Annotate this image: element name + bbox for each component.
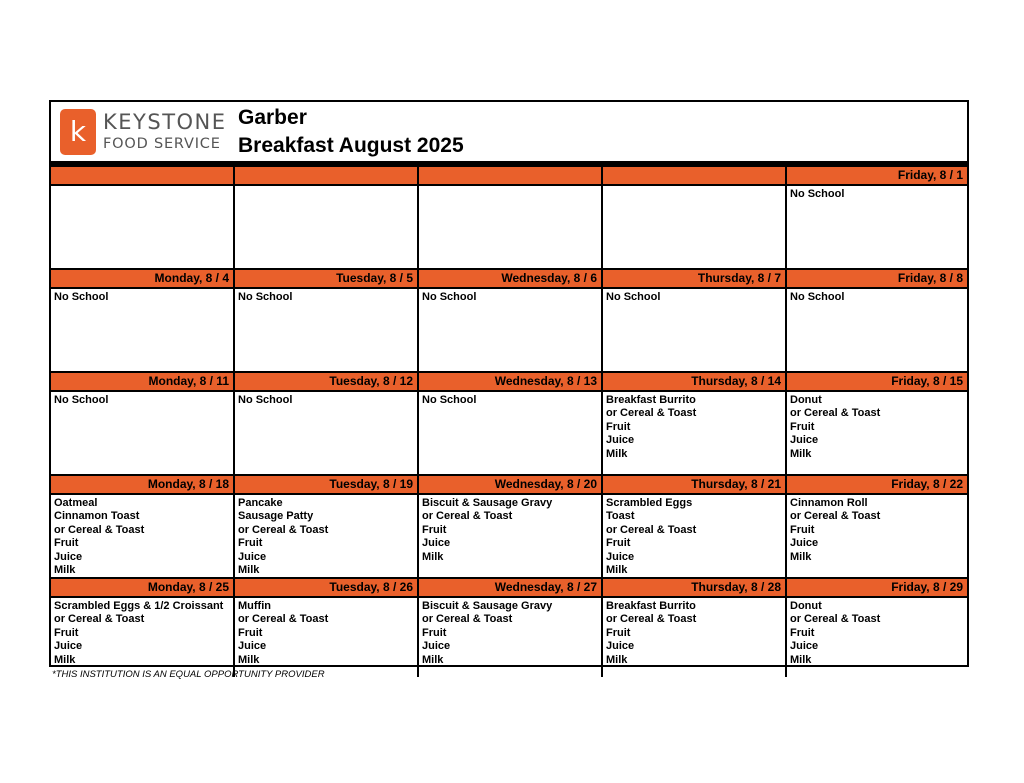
menu-item: Milk xyxy=(606,653,628,666)
week-row xyxy=(51,373,967,476)
day-header: Thursday, 8 / 28 xyxy=(603,579,785,598)
day-header: Wednesday, 8 / 6 xyxy=(419,270,601,289)
menu-items xyxy=(419,289,601,304)
day-header: Friday, 8 / 15 xyxy=(787,373,967,392)
menu-item: Donut xyxy=(790,394,822,406)
day-cell xyxy=(419,167,603,270)
menu-item: Sausage Patty xyxy=(238,510,314,523)
day-cell xyxy=(235,270,419,373)
week-row xyxy=(51,476,967,579)
menu-item: No School xyxy=(238,291,293,303)
menu-item: Juice xyxy=(790,640,819,653)
menu-items xyxy=(419,392,601,407)
menu-header xyxy=(51,102,967,167)
menu-item: or Cereal & Toast xyxy=(790,407,881,420)
calendar-grid xyxy=(51,167,967,677)
menu-items xyxy=(787,186,967,201)
day-header: Tuesday, 8 / 26 xyxy=(235,579,417,598)
week-row xyxy=(51,579,967,677)
day-cell xyxy=(603,270,787,373)
menu-item: Breakfast Burrito xyxy=(606,394,696,406)
menu-items xyxy=(235,289,417,304)
menu-item: Milk xyxy=(238,653,260,666)
menu-item: Donut xyxy=(790,600,822,612)
menu-items xyxy=(51,186,233,188)
day-cell xyxy=(235,167,419,270)
menu-items xyxy=(51,392,233,407)
day-header: Friday, 8 / 1 xyxy=(787,167,967,186)
day-header: Friday, 8 / 29 xyxy=(787,579,967,598)
menu-item: No School xyxy=(54,394,109,406)
menu-item: Fruit xyxy=(790,420,815,433)
logo-letter: k xyxy=(69,115,87,148)
menu-item: Juice xyxy=(606,550,635,563)
menu-items xyxy=(603,289,785,304)
day-cell xyxy=(419,579,603,677)
menu-item: Milk xyxy=(54,564,76,577)
day-header: Tuesday, 8 / 5 xyxy=(235,270,417,289)
day-cell xyxy=(51,167,235,270)
menu-item: Fruit xyxy=(54,626,79,639)
day-cell xyxy=(51,270,235,373)
menu-item: Fruit xyxy=(790,626,815,639)
menu-item: Fruit xyxy=(54,537,79,550)
day-header: Monday, 8 / 18 xyxy=(51,476,233,495)
menu-item: Milk xyxy=(606,564,628,577)
menu-item: Fruit xyxy=(238,626,263,639)
menu-item: Juice xyxy=(422,640,451,653)
menu-item: or Cereal & Toast xyxy=(422,613,513,626)
day-cell xyxy=(419,373,603,476)
menu-item: or Cereal & Toast xyxy=(790,510,881,523)
week-row xyxy=(51,167,967,270)
menu-items xyxy=(787,598,967,667)
menu-item: Scrambled Eggs & 1/2 Croissant xyxy=(54,600,224,612)
day-header: Tuesday, 8 / 12 xyxy=(235,373,417,392)
day-header: Tuesday, 8 / 19 xyxy=(235,476,417,495)
menu-item: Fruit xyxy=(422,523,447,536)
menu-items xyxy=(51,495,233,577)
menu-items xyxy=(419,186,601,188)
school-name: Garber xyxy=(238,106,307,129)
menu-item: Milk xyxy=(606,447,628,460)
day-cell xyxy=(787,270,967,373)
menu-item: or Cereal & Toast xyxy=(238,613,329,626)
menu-item: or Cereal & Toast xyxy=(422,510,513,523)
menu-item: No School xyxy=(422,394,477,406)
menu-item: Juice xyxy=(606,640,635,653)
menu-item: Pancake xyxy=(238,497,283,509)
day-header: Monday, 8 / 11 xyxy=(51,373,233,392)
day-cell xyxy=(787,476,967,579)
day-header xyxy=(51,167,233,186)
day-cell xyxy=(51,476,235,579)
day-header: Thursday, 8 / 14 xyxy=(603,373,785,392)
day-cell xyxy=(235,476,419,579)
menu-items xyxy=(235,495,417,577)
logo-wordmark-line1: KEYSTONE xyxy=(103,110,227,134)
day-header: Thursday, 8 / 7 xyxy=(603,270,785,289)
menu-item: No School xyxy=(422,291,477,303)
day-header: Wednesday, 8 / 27 xyxy=(419,579,601,598)
menu-item: Fruit xyxy=(238,537,263,550)
menu-item: Fruit xyxy=(606,420,631,433)
menu-item: Oatmeal xyxy=(54,497,98,509)
menu-item: Fruit xyxy=(790,523,815,536)
menu-items xyxy=(235,598,417,667)
menu-item: Juice xyxy=(790,537,819,550)
menu-item: No School xyxy=(238,394,293,406)
day-header: Wednesday, 8 / 20 xyxy=(419,476,601,495)
day-cell xyxy=(603,579,787,677)
logo-wordmark-line2: FOOD SERVICE xyxy=(103,136,221,152)
menu-item: or Cereal & Toast xyxy=(790,613,881,626)
day-header: Friday, 8 / 8 xyxy=(787,270,967,289)
menu-item: Milk xyxy=(422,550,444,563)
menu-item: Juice xyxy=(790,434,819,447)
day-header: Friday, 8 / 22 xyxy=(787,476,967,495)
day-cell xyxy=(787,579,967,677)
day-header xyxy=(235,167,417,186)
menu-items xyxy=(419,495,601,564)
menu-item: Milk xyxy=(54,653,76,666)
day-header: Wednesday, 8 / 13 xyxy=(419,373,601,392)
menu-item: or Cereal & Toast xyxy=(606,613,697,626)
menu-item: No School xyxy=(54,291,109,303)
menu-calendar xyxy=(49,100,969,667)
menu-item: Milk xyxy=(790,447,812,460)
menu-item: Cinnamon Toast xyxy=(54,510,140,523)
menu-item: Fruit xyxy=(606,537,631,550)
menu-item: or Cereal & Toast xyxy=(54,613,145,626)
day-cell xyxy=(235,373,419,476)
menu-item: Biscuit & Sausage Gravy xyxy=(422,497,553,509)
menu-items xyxy=(603,186,785,188)
day-header: Monday, 8 / 4 xyxy=(51,270,233,289)
menu-item: Milk xyxy=(238,564,260,577)
menu-item: Juice xyxy=(422,537,451,550)
menu-items xyxy=(51,289,233,304)
menu-item: No School xyxy=(606,291,661,303)
menu-item: Juice xyxy=(238,550,267,563)
menu-item: Milk xyxy=(422,653,444,666)
menu-item: Juice xyxy=(606,434,635,447)
menu-items xyxy=(603,598,785,667)
menu-item: No School xyxy=(790,291,845,303)
day-cell xyxy=(419,476,603,579)
menu-item: Scrambled Eggs xyxy=(606,497,693,509)
day-cell xyxy=(787,373,967,476)
menu-items xyxy=(787,392,967,461)
menu-item: Fruit xyxy=(422,626,447,639)
menu-items xyxy=(603,495,785,577)
menu-item: Toast xyxy=(606,510,635,523)
footnote: *THIS INSTITUTION IS AN EQUAL OPPORTUNITY PROVIDER xyxy=(52,669,325,680)
menu-title: Breakfast August 2025 xyxy=(238,134,464,157)
menu-item: Cinnamon Roll xyxy=(790,497,868,509)
menu-item: or Cereal & Toast xyxy=(54,523,145,536)
day-cell xyxy=(51,579,235,677)
menu-item: No School xyxy=(790,188,845,200)
menu-items xyxy=(235,392,417,407)
day-header xyxy=(419,167,601,186)
day-cell xyxy=(51,373,235,476)
menu-items xyxy=(787,495,967,564)
keystone-logo-icon xyxy=(60,109,96,155)
menu-item: or Cereal & Toast xyxy=(238,523,329,536)
menu-item: Milk xyxy=(790,550,812,563)
day-cell xyxy=(603,476,787,579)
menu-item: Breakfast Burrito xyxy=(606,600,696,612)
menu-item: Juice xyxy=(54,640,83,653)
day-header xyxy=(603,167,785,186)
menu-item: Juice xyxy=(54,550,83,563)
menu-item: Biscuit & Sausage Gravy xyxy=(422,600,553,612)
day-header: Monday, 8 / 25 xyxy=(51,579,233,598)
menu-item: Juice xyxy=(238,640,267,653)
menu-items xyxy=(603,392,785,461)
menu-item: or Cereal & Toast xyxy=(606,407,697,420)
day-cell xyxy=(603,167,787,270)
menu-items xyxy=(235,186,417,188)
day-cell xyxy=(419,270,603,373)
menu-items xyxy=(787,289,967,304)
day-cell xyxy=(235,579,419,677)
day-cell xyxy=(787,167,967,270)
week-row xyxy=(51,270,967,373)
menu-items xyxy=(51,598,233,667)
day-header: Thursday, 8 / 21 xyxy=(603,476,785,495)
menu-items xyxy=(419,598,601,667)
day-cell xyxy=(603,373,787,476)
menu-item: Fruit xyxy=(606,626,631,639)
menu-item: or Cereal & Toast xyxy=(606,523,697,536)
menu-item: Milk xyxy=(790,653,812,666)
menu-item: Muffin xyxy=(238,600,271,612)
